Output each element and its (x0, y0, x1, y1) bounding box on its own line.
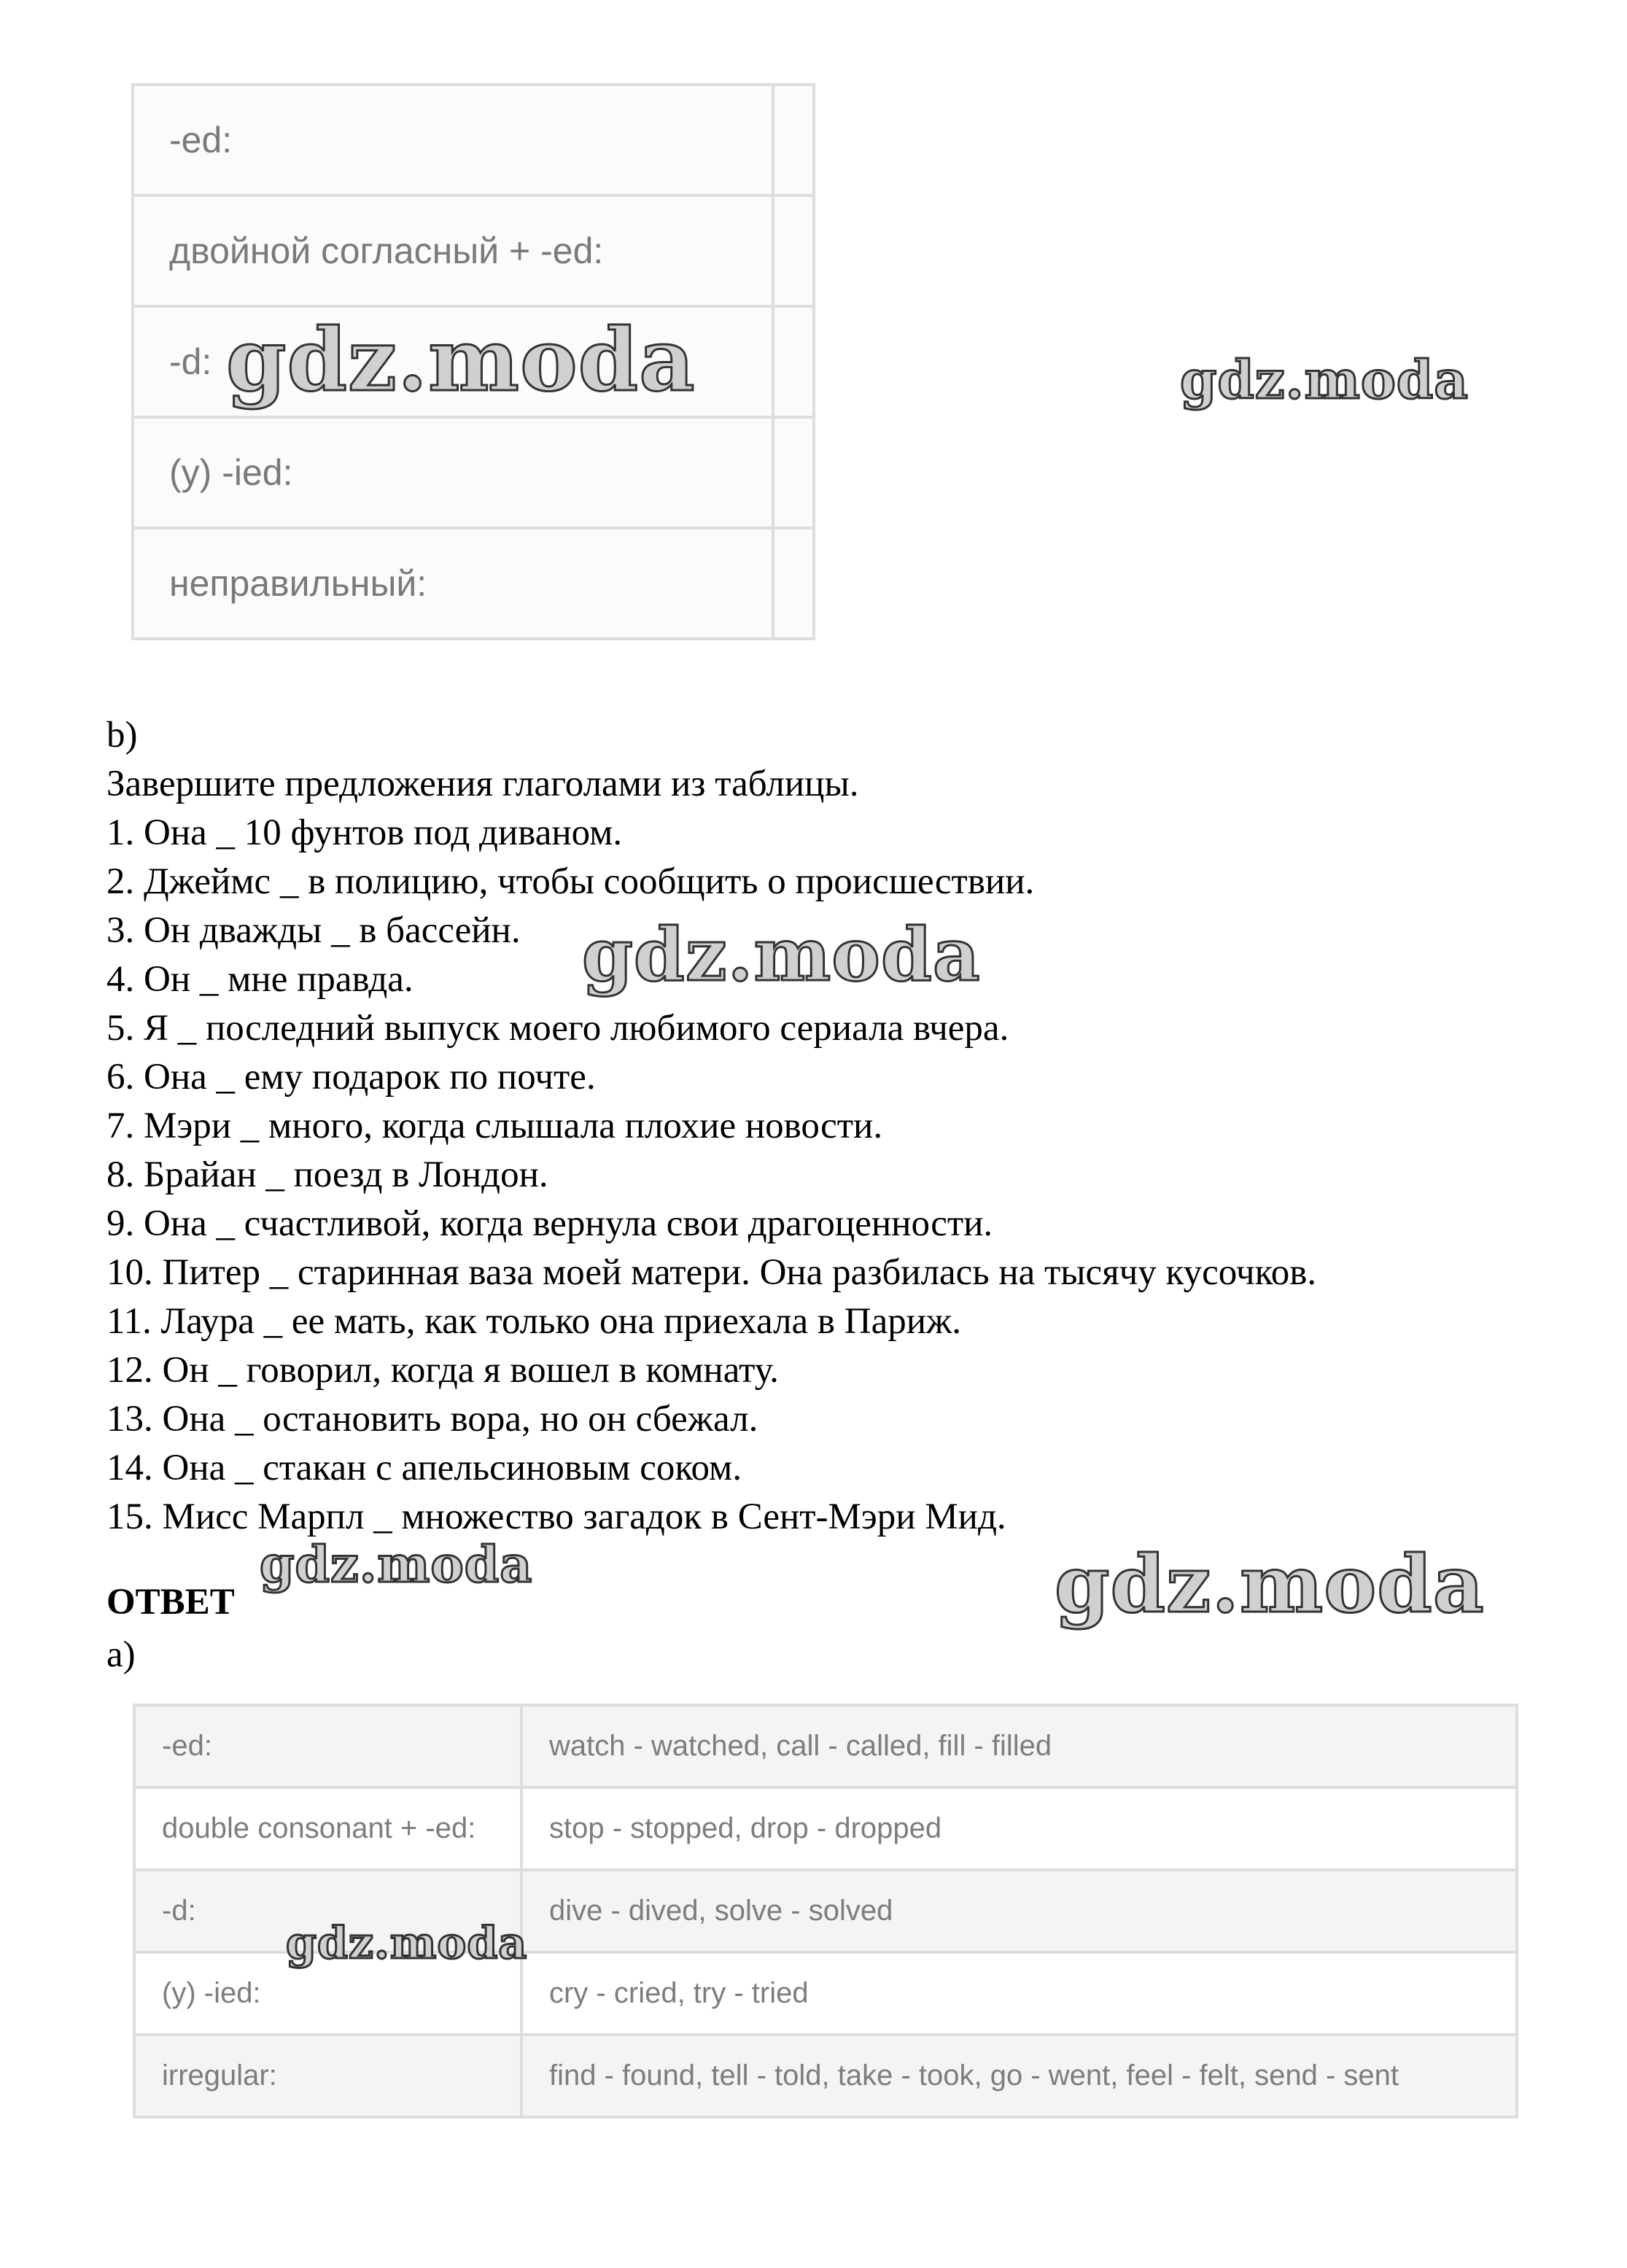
rule-label: двойной согласный + -ed: (133, 195, 773, 306)
empty-cell (773, 85, 814, 195)
category-cell: double consonant + -ed: (134, 1787, 521, 1870)
verbs-cell: stop - stopped, drop - dropped (521, 1787, 1517, 1870)
table-row (134, 2035, 1517, 2117)
table-row (133, 528, 814, 639)
category-cell: irregular: (134, 2035, 521, 2117)
sentence: 12. Он _ говорил, когда я вошел в комнату. (106, 1350, 779, 1391)
watermark: gdz.moda (1055, 1539, 1485, 1631)
verbs-cell: cry - cried, try - tried (521, 1952, 1517, 2035)
table-row (133, 85, 814, 195)
exercise-instruction: Завершите предложения глаголами из таблицы. (106, 764, 859, 804)
rule-label: -ed: (133, 85, 773, 195)
empty-cell (773, 417, 814, 528)
rule-label: -d: (133, 306, 773, 417)
sentence: 8. Брайан _ поезд в Лондон. (106, 1154, 548, 1195)
rule-label: (y) -ied: (133, 417, 773, 528)
category-cell: -d: (134, 1870, 521, 1952)
watermark: gdz.moda (260, 1536, 533, 1594)
verbs-cell: watch - watched, call - called, fill - filled (521, 1705, 1517, 1787)
sentence: 1. Она _ 10 фунтов под диваном. (106, 812, 623, 853)
sentence: 11. Лаура _ ее мать, как только она приехала в Париж. (106, 1301, 962, 1342)
watermark: gdz.moda (286, 1918, 528, 1969)
exercise-b-section (106, 711, 1316, 1542)
rule-label: неправильный: (133, 528, 773, 639)
empty-cell (773, 195, 814, 306)
exercise-label: b) (106, 715, 138, 756)
watermark: gdz.moda (1180, 349, 1469, 411)
verbs-cell: dive - dived, solve - solved (521, 1870, 1517, 1952)
table-row (133, 195, 814, 306)
watermark: gdz.moda (582, 912, 981, 998)
watermark: gdz.moda (226, 309, 696, 411)
sentence: 10. Питер _ старинная ваза моей матери. Она разбилась на тысячу кусочков. (106, 1252, 1317, 1293)
category-cell: -ed: (134, 1705, 521, 1787)
empty-cell (773, 528, 814, 639)
sentence: 13. Она _ остановить вора, но он сбежал. (106, 1399, 758, 1440)
answer-table (133, 1704, 1518, 2119)
sentence: 3. Он дважды _ в бассейн. (106, 910, 521, 951)
sentence: 4. Он _ мне правда. (106, 959, 413, 1000)
table-row (134, 1787, 1517, 1870)
category-cell: (y) -ied: (134, 1952, 521, 2035)
sentence: 7. Мэри _ много, когда слышала плохие новости. (106, 1106, 883, 1146)
sentence: 9. Она _ счастливой, когда вернула свои драгоценности. (106, 1203, 993, 1244)
sentence: 14. Она _ стакан с апельсиновым соком. (106, 1448, 742, 1488)
sentence: 5. Я _ последний выпуск моего любимого сериала вчера. (106, 1008, 1009, 1049)
empty-cell (773, 306, 814, 417)
table-row (133, 417, 814, 528)
verbs-cell: find - found, tell - told, take - took, go - went, feel - felt, send - sent (521, 2035, 1517, 2117)
answer-part-label: a) (106, 1634, 136, 1675)
sentence: 15. Мисс Марпл _ множество загадок в Сент-Мэри Мид. (106, 1496, 1006, 1537)
table-row (134, 1705, 1517, 1787)
sentence: 6. Она _ ему подарок по почте. (106, 1057, 596, 1098)
answer-heading: ОТВЕТ (106, 1582, 235, 1623)
sentence: 2. Джеймс _ в полицию, чтобы сообщить о происшествии. (106, 861, 1035, 902)
